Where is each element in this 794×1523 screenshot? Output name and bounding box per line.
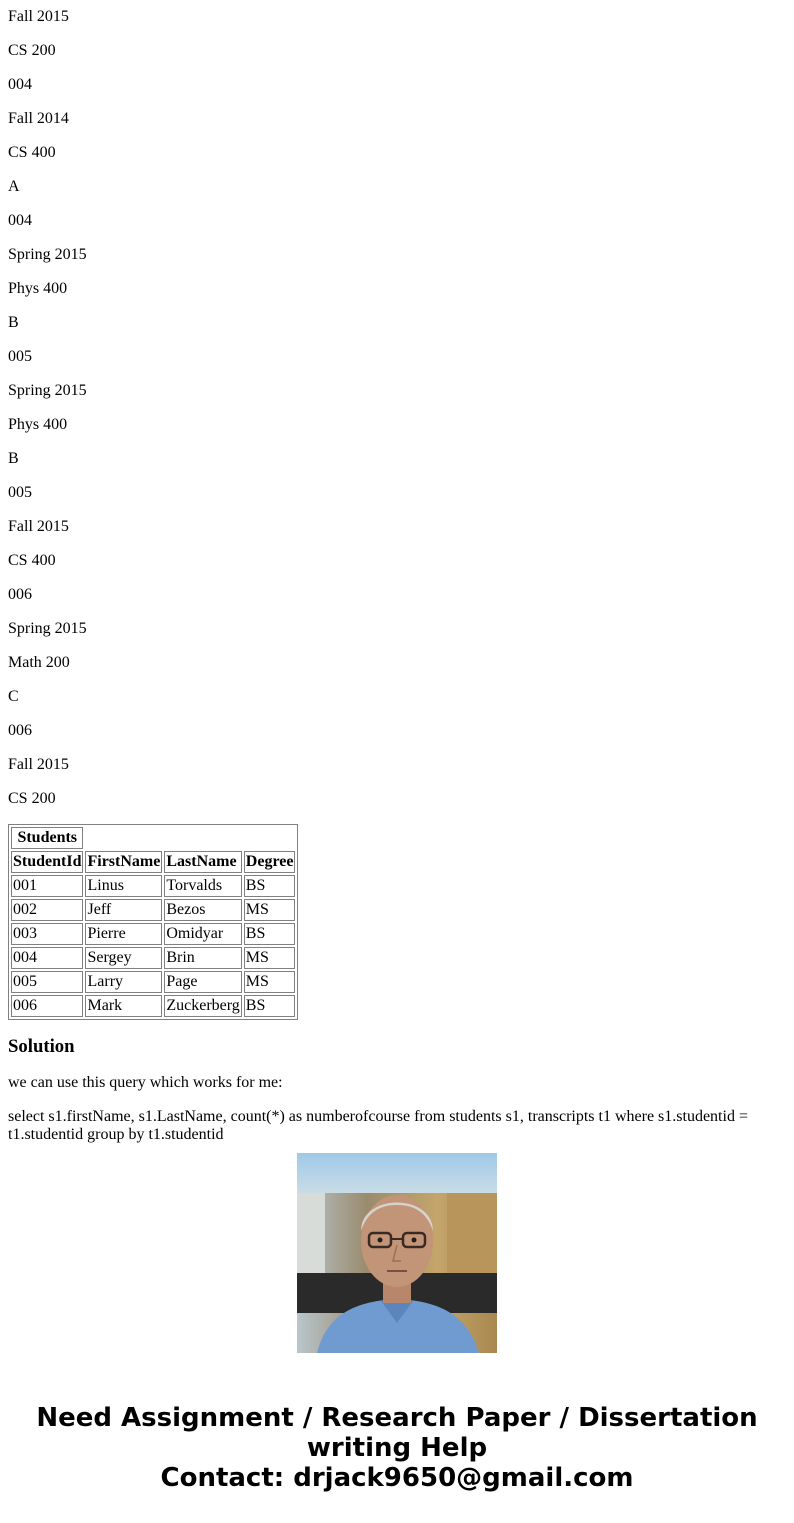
table-cell: MS <box>244 971 296 993</box>
table-cell: Bezos <box>164 899 241 921</box>
table-cell: Sergey <box>85 947 162 969</box>
table-cell: Mark <box>85 995 162 1017</box>
column-header: Degree <box>244 851 296 873</box>
table-cell: 002 <box>11 899 83 921</box>
table-cell: Page <box>164 971 241 993</box>
promo-line-1: Need Assignment / Research Paper / Dissertation <box>36 1403 758 1433</box>
table-cell: Pierre <box>85 923 162 945</box>
table-caption-row <box>11 827 295 849</box>
transcript-line: A <box>8 178 20 195</box>
transcript-line: Fall 2015 <box>8 8 69 25</box>
table-cell: Linus <box>85 875 162 897</box>
students-table <box>8 824 298 1020</box>
table-cell: BS <box>244 995 296 1017</box>
transcript-line: Phys 400 <box>8 416 68 433</box>
transcript-line: CS 200 <box>8 790 56 807</box>
sql-query: select s1.firstName, s1.LastName, count(*) as numberofcourse from students s1, transcripts t1 where s1.studentid = t1.studentid group by t1.studentid <box>8 1108 748 1143</box>
transcript-lines <box>8 8 768 808</box>
transcript-line: Spring 2015 <box>8 620 87 637</box>
table-cell: Omidyar <box>164 923 241 945</box>
contact-email: Contact: drjack9650@gmail.com <box>160 1463 634 1493</box>
table-cell: Torvalds <box>164 875 241 897</box>
transcript-line: Spring 2015 <box>8 246 87 263</box>
table-cell: Larry <box>85 971 162 993</box>
table-cell: MS <box>244 899 296 921</box>
transcript-line: 004 <box>8 212 32 229</box>
transcript-line: 005 <box>8 484 32 501</box>
table-row <box>11 899 295 921</box>
table-row <box>11 995 295 1017</box>
transcript-line: CS 400 <box>8 144 56 161</box>
transcript-line: Spring 2015 <box>8 382 87 399</box>
table-cell: Jeff <box>85 899 162 921</box>
portrait-image <box>297 1153 497 1353</box>
transcript-line: Phys 400 <box>8 280 68 297</box>
table-row <box>11 947 295 969</box>
table-cell: 003 <box>11 923 83 945</box>
transcript-line: Fall 2015 <box>8 518 69 535</box>
table-row <box>11 971 295 993</box>
transcript-line: CS 400 <box>8 552 56 569</box>
transcript-line: 005 <box>8 348 32 365</box>
table-cell: BS <box>244 923 296 945</box>
column-header: LastName <box>164 851 241 873</box>
table-header-row <box>11 851 295 873</box>
table-cell: MS <box>244 947 296 969</box>
column-header: FirstName <box>85 851 162 873</box>
avatar <box>297 1153 497 1353</box>
table-cell: BS <box>244 875 296 897</box>
solution-heading: Solution <box>8 1036 75 1057</box>
table-row <box>11 923 295 945</box>
transcript-line: 004 <box>8 76 32 93</box>
table-cell: 004 <box>11 947 83 969</box>
transcript-line: 006 <box>8 586 32 603</box>
transcript-line: Fall 2014 <box>8 110 69 127</box>
transcript-line: C <box>8 688 19 705</box>
table-cell: Brin <box>164 947 241 969</box>
transcript-line: CS 200 <box>8 42 56 59</box>
table-caption: Students <box>11 827 83 849</box>
document-content <box>8 0 768 1143</box>
transcript-line: 006 <box>8 722 32 739</box>
table-row <box>11 875 295 897</box>
promo-section <box>0 1140 794 1493</box>
promo-line-2: writing Help <box>306 1433 488 1463</box>
transcript-line: B <box>8 314 19 331</box>
table-cell: 005 <box>11 971 83 993</box>
promo-text <box>0 1403 794 1493</box>
table-cell: 001 <box>11 875 83 897</box>
table-cell: 006 <box>11 995 83 1017</box>
transcript-line: B <box>8 450 19 467</box>
table-cell: Zuckerberg <box>164 995 241 1017</box>
solution-intro: we can use this query which works for me: <box>8 1074 283 1091</box>
transcript-line: Math 200 <box>8 654 70 671</box>
column-header: StudentId <box>11 851 83 873</box>
transcript-line: Fall 2015 <box>8 756 69 773</box>
